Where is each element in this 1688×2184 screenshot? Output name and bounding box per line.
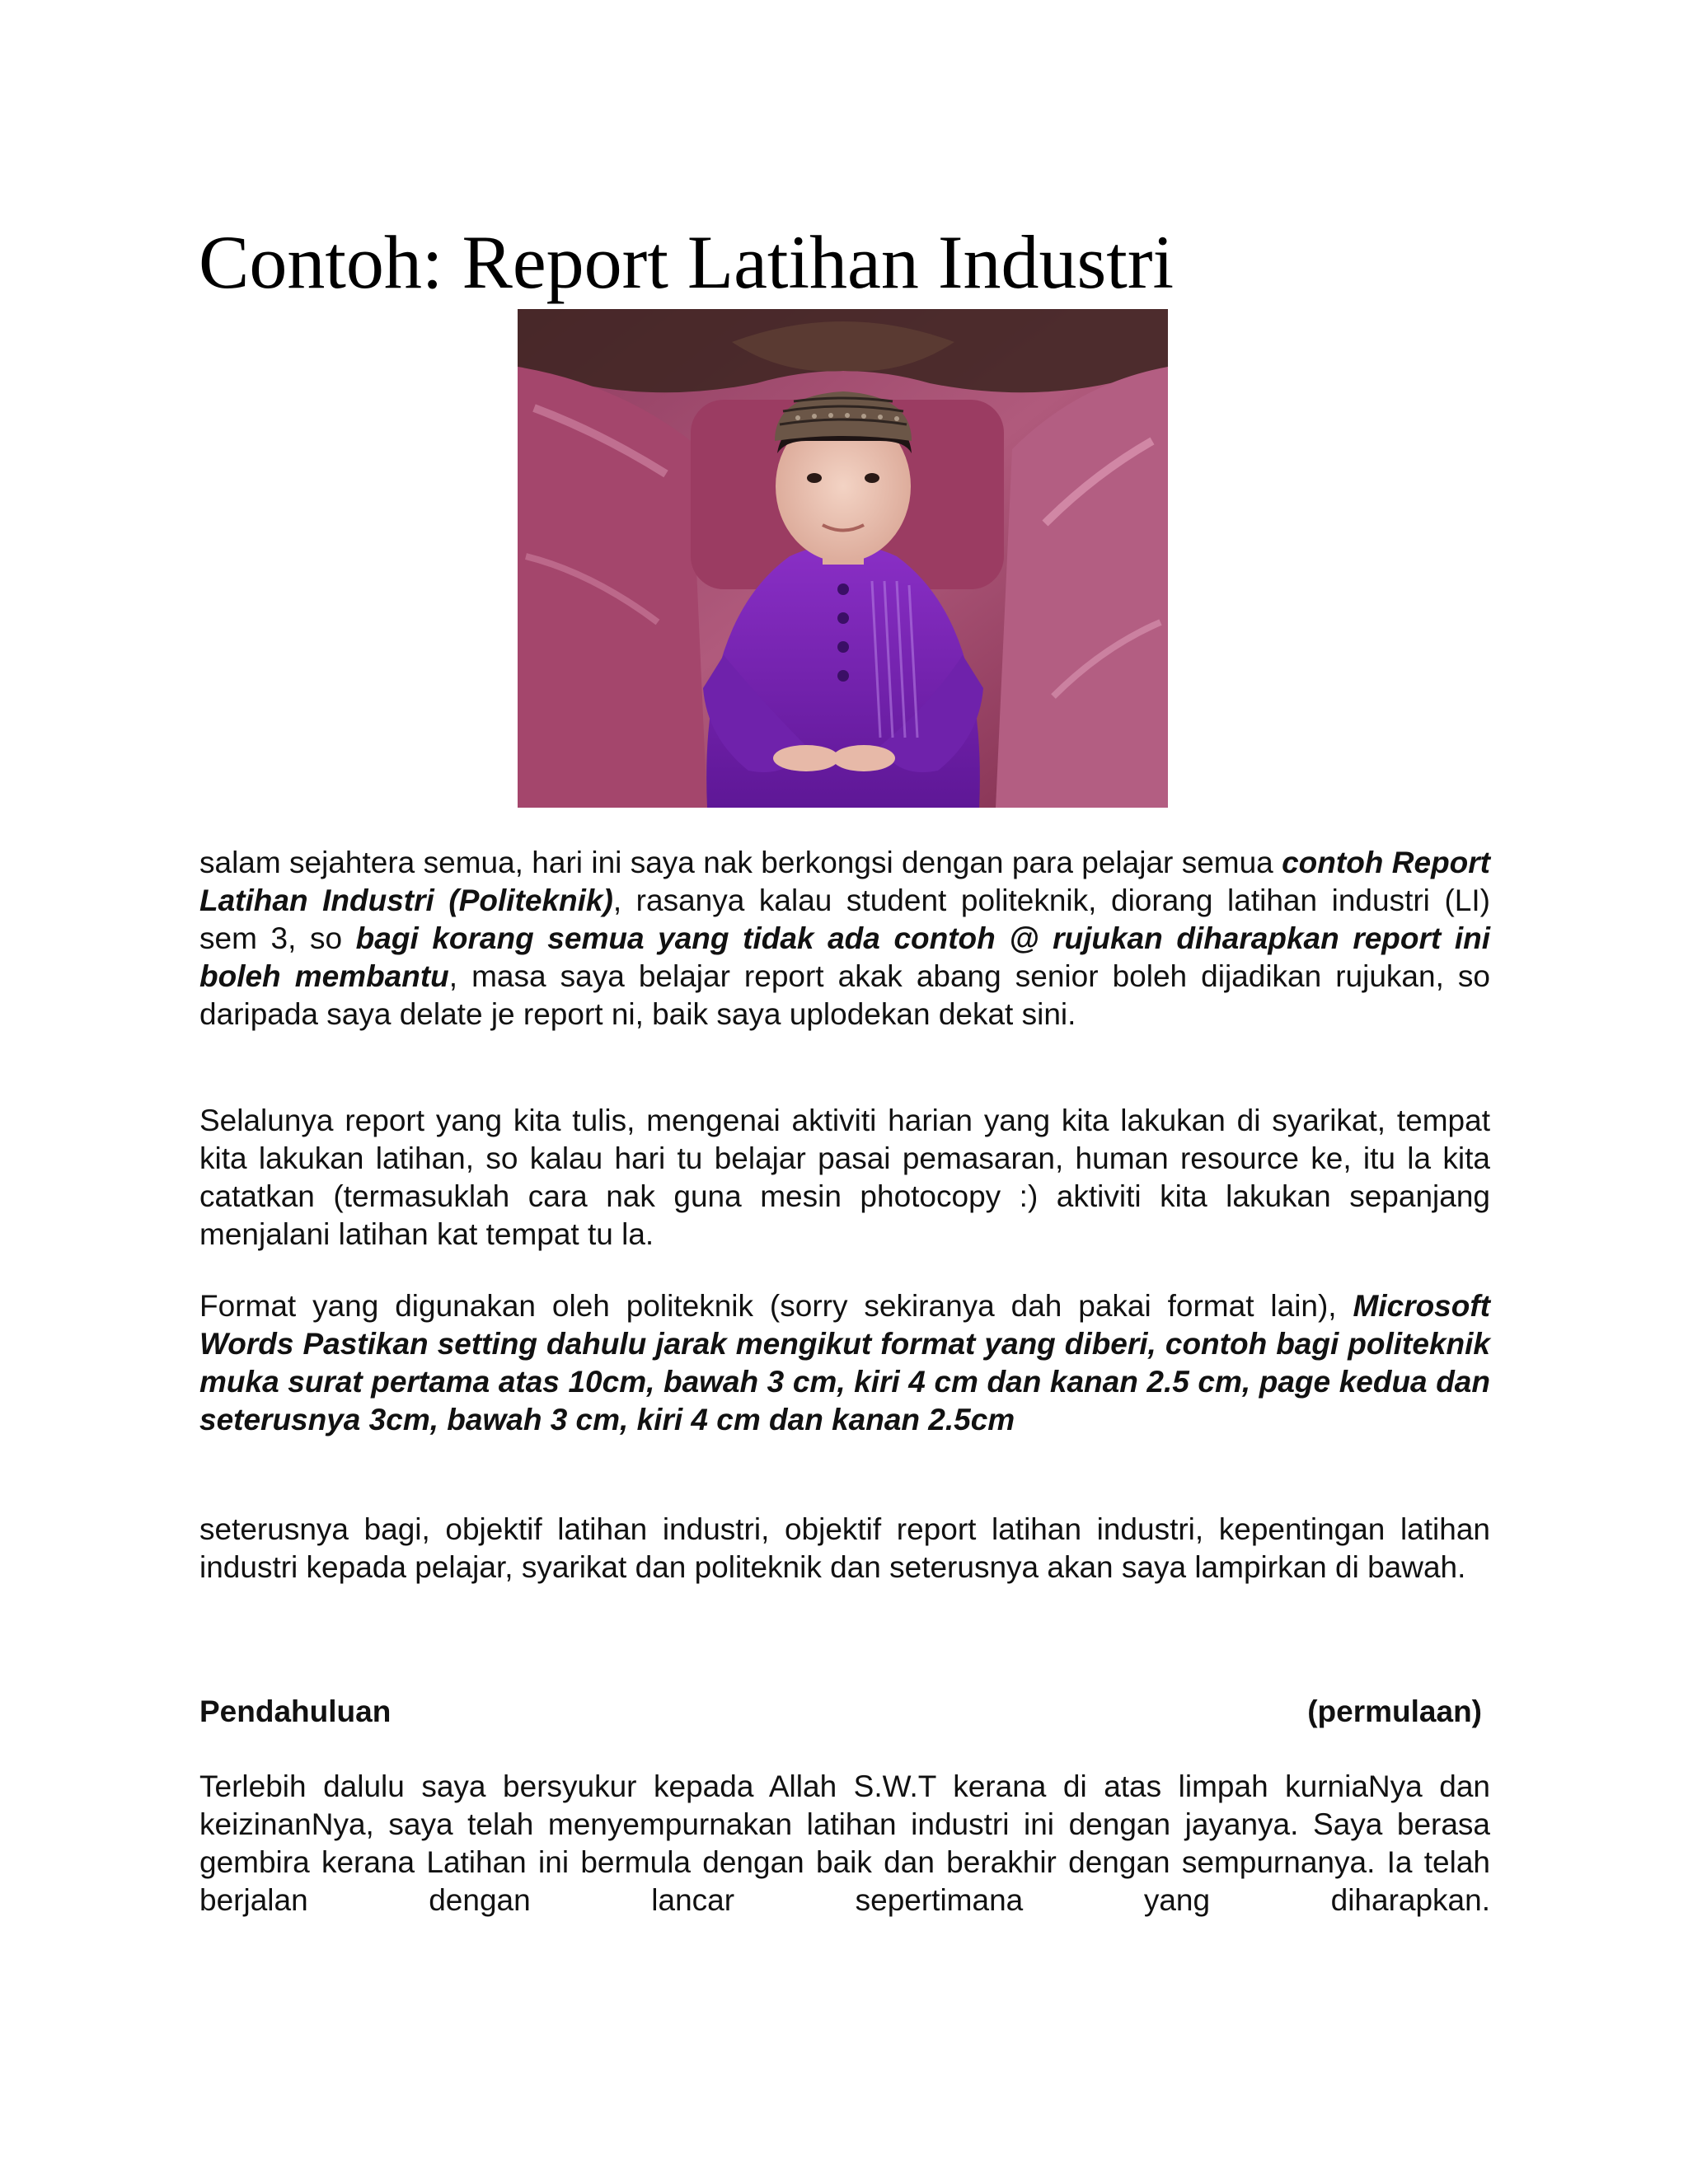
photo-of-child-icon: [518, 309, 1168, 808]
format-bold-text: Microsoft Words Pastikan setting dahulu jarak mengikut format yang diberi, contoh bagi politeknik muka surat pertama atas 10cm, bawah 3 cm, kiri 4 cm dan kanan 2.5 cm, page kedua dan seterusnya 3cm, bawah 3 cm, kiri 4 cm dan kanan 2.5cm: [199, 1289, 1490, 1436]
format-text: Format yang digunakan oleh politeknik (sorry sekiranya dah pakai format lain),: [199, 1289, 1353, 1323]
intro-text-2: , rasanya kalau student politeknik, diorang latihan industri (LI) sem 3, so: [199, 883, 1490, 955]
intro-text-3: , masa saya belajar report akak abang senior boleh dijadikan rujukan, so daripada saya delate je report ni, baik saya uplodekan dekat sini.: [199, 959, 1490, 1031]
introduction-paragraph: Terlebih dalulu saya bersyukur kepada Allah S.W.T kerana di atas limpah kurniaNya dan keizinanNya, saya telah menyempurnakan latihan industri ini dengan jayanya. Saya berasa gembira kerana Latihan ini bermula dengan baik dan berakhir dengan sempurnanya. Ia telah berjalan dengan lancar sepertimana yang diharapkan.: [199, 1769, 1490, 1917]
intro-bold-2: bagi korang semua yang tidak ada contoh @ rujukan diharapkan report ini boleh membantu: [199, 921, 1490, 993]
format-paragraph: [199, 1287, 1490, 1439]
intro-bold-1: contoh Report Latihan Industri (Politeknik): [199, 846, 1490, 917]
intro-paragraph: [199, 844, 1490, 1033]
section-heading: [199, 1692, 1482, 1732]
photo-image: [518, 309, 1168, 808]
section-heading-left: Pendahuluan: [199, 1694, 392, 1728]
page-title: Contoh: Report Latihan Industri: [199, 220, 1175, 304]
activities-paragraph: Selalunya report yang kita tulis, mengenai aktiviti harian yang kita lakukan di syarikat, tempat kita lakukan latihan, so kalau hari tu belajar pasai pemasaran, human resource ke, itu la kita catatkan (termasuklah cara nak guna mesin photocopy :) aktiviti kita lakukan sepanjang menjalani latihan kat tempat tu la.: [199, 1104, 1490, 1251]
objectives-paragraph: seterusnya bagi, objektif latihan industri, objektif report latihan industri, kepentingan latihan industri kepada pelajar, syarikat dan politeknik dan seterusnya akan saya lampirkan di bawah.: [199, 1512, 1490, 1584]
section-heading-right: (permulaan): [1307, 1694, 1482, 1728]
intro-text-1: salam sejahtera semua, hari ini saya nak berkongsi dengan para pelajar semua: [199, 846, 1282, 879]
